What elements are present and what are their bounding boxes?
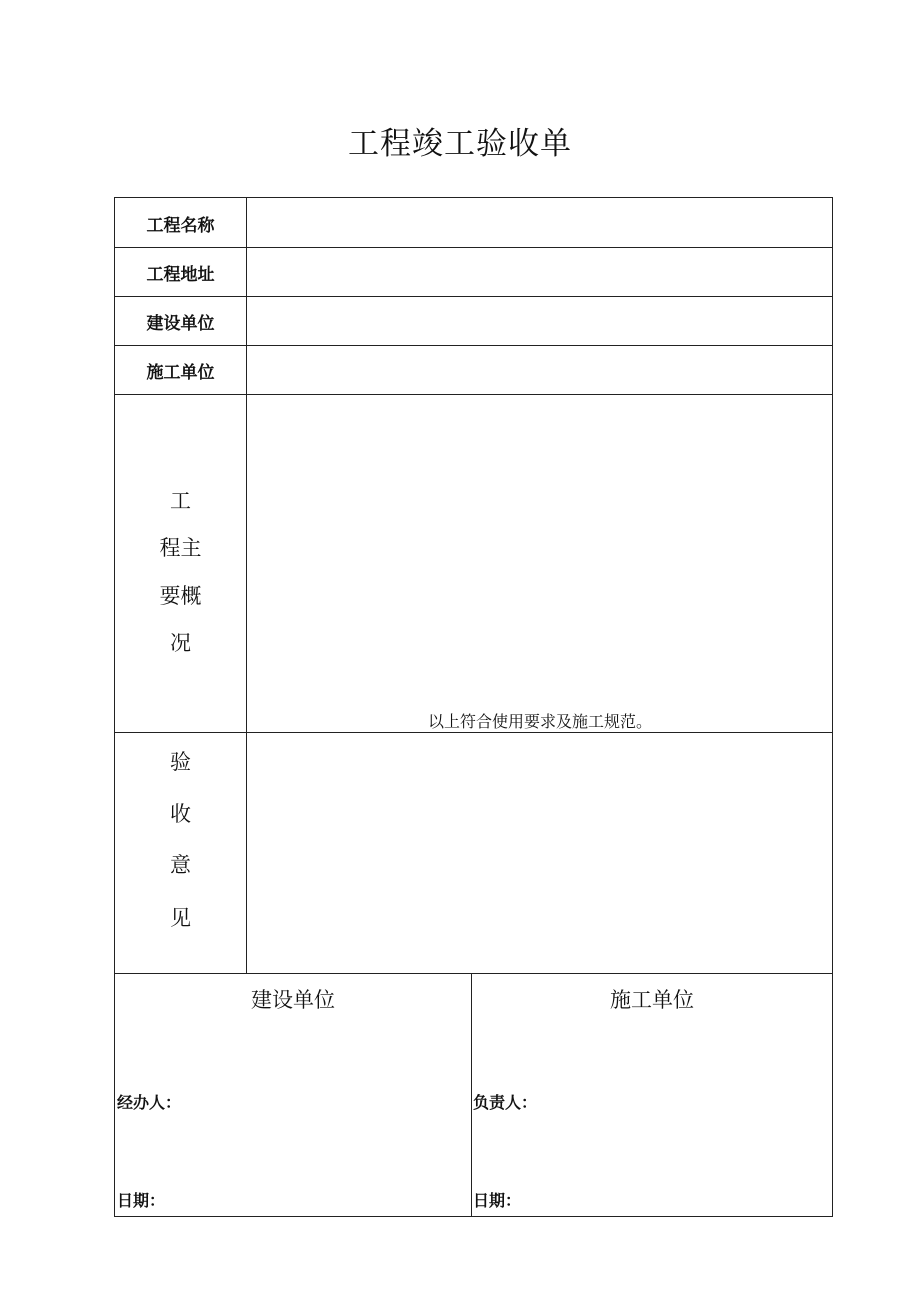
overview-field[interactable] <box>247 395 832 695</box>
builder-handler-label: 经办人： <box>117 1093 182 1112</box>
project-address-field[interactable] <box>247 248 832 295</box>
acceptance-form <box>114 197 833 1217</box>
opinion-field[interactable] <box>247 733 832 972</box>
row-divider <box>115 973 832 974</box>
contractor-date-label: 日期： <box>473 1191 522 1210</box>
opinion-label-line: 验 <box>170 750 191 774</box>
overview-label-line: 况 <box>170 631 191 655</box>
contractor-unit-field[interactable] <box>247 346 832 393</box>
opinion-label-line: 收 <box>170 802 191 826</box>
project-address-label: 工程地址 <box>146 265 215 285</box>
builder-signature-header: 建设单位 <box>251 988 335 1012</box>
overview-label-line: 工 <box>170 489 191 513</box>
project-name-label: 工程名称 <box>146 216 215 236</box>
overview-label-line: 要概 <box>159 584 202 608</box>
contractor-unit-label: 施工单位 <box>146 363 215 383</box>
page-title: 工程竣工验收单 <box>348 126 572 162</box>
builder-unit-field[interactable] <box>247 297 832 344</box>
compliance-note: 以上符合使用要求及施工规范。 <box>427 712 652 731</box>
project-name-field[interactable] <box>247 199 832 246</box>
builder-unit-label: 建设单位 <box>146 314 215 334</box>
opinion-label-line: 见 <box>170 906 191 930</box>
builder-date-label: 日期： <box>117 1191 166 1210</box>
contractor-signature-header: 施工单位 <box>610 988 694 1012</box>
contractor-responsible-label: 负责人： <box>473 1093 538 1112</box>
overview-label-line: 程主 <box>159 536 202 560</box>
opinion-label-line: 意 <box>170 853 191 877</box>
